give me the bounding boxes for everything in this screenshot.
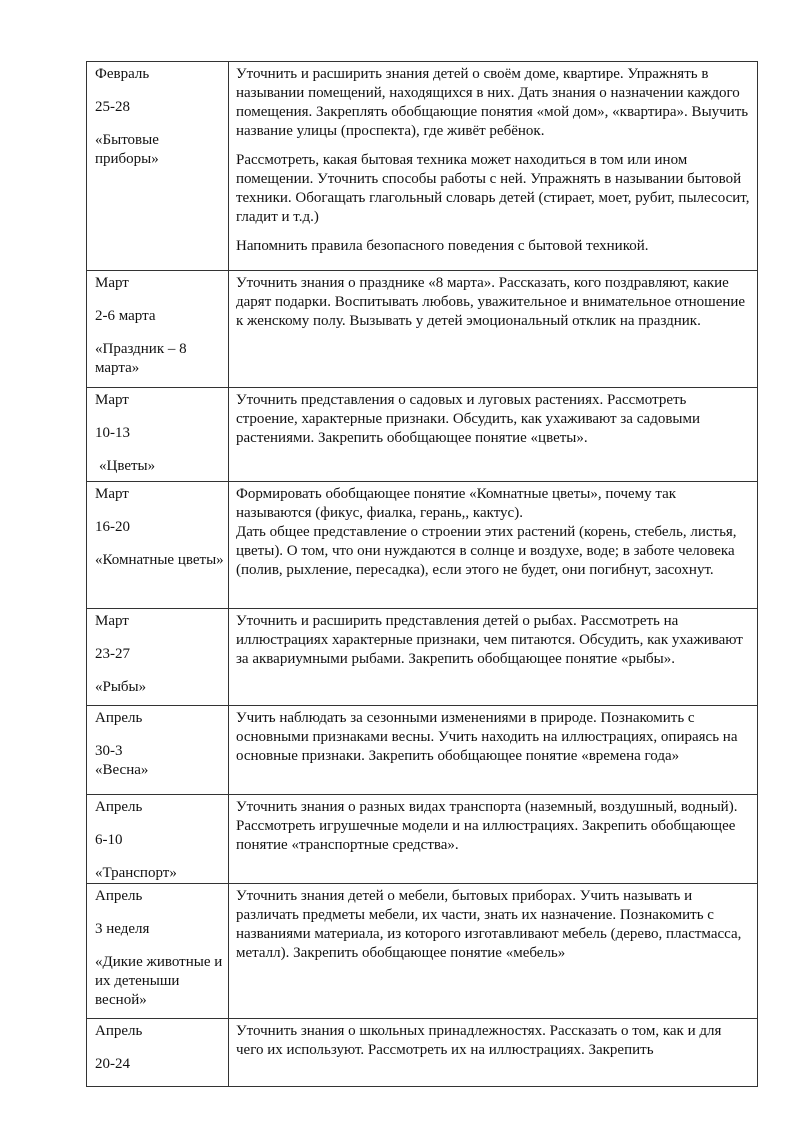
dates-label: 6-10 [95,832,123,848]
table-row [87,388,758,482]
period-cell [87,795,229,884]
table-row [87,271,758,388]
goal-paragraph: Уточнить знания о школьных принадлежностях. Рассказать о том, как и для чего их используют. Рассмотреть их на иллюстрациях. Закрепить [236,1023,722,1058]
month-label: Апрель [95,710,143,726]
month-label: Март [95,275,129,291]
goal-paragraph: Уточнить знания о празднике «8 марта». Рассказать, кого поздравляют, какие дарят подарки. Воспитывать любовь, уважительное и внимательное отношение к женскому полу. Вызывать у детей эмоциональный отклик на праздник. [236,275,746,329]
goals-cell [229,62,758,271]
table-row [87,609,758,706]
month-label: Февраль [95,66,150,82]
goals-cell [229,271,758,388]
goals-cell [229,1019,758,1087]
goal-paragraph: Учить наблюдать за сезонными изменениями в природе. Познакомить с основными признаками весны. Учить находить на иллюстрациях, опираясь на основные признаки. Закрепить обобщающее понятие «времена года» [236,710,738,764]
period-cell [87,388,229,482]
dates-label: 16-20 [95,519,130,535]
period-cell [87,271,229,388]
dates-label: 25-28 [95,99,130,115]
goals-cell [229,706,758,795]
dates-label: 20-24 [95,1056,130,1072]
period-cell [87,609,229,706]
goal-paragraph: Дать общее представление о строении этих растений (корень, стебель, листья, цветы). О том, что они нуждаются в солнце и воздухе, воде; в заботе человека (полив, рыхление, пересадка), если этого не будет, они погибнут, засохнут. [236,524,737,578]
month-label: Апрель [95,799,143,815]
goal-paragraph: Уточнить представления о садовых и луговых растениях. Рассмотреть строение, характерные признаки. Обсудить, как ухаживают за садовыми растениями. Закрепить обобщающее понятие «цветы». [236,392,701,446]
topic-label: «Весна» [95,762,149,778]
topic-label: «Бытовые приборы» [95,132,159,167]
goal-paragraph: Формировать обобщающее понятие «Комнатные цветы», почему так называются (фикус, фиалка, герань,, кактус). [236,486,677,521]
month-label: Март [95,613,129,629]
goals-cell [229,795,758,884]
month-label: Апрель [95,1023,143,1039]
table-row [87,706,758,795]
dates-label: 10-13 [95,425,130,441]
goal-paragraph: Напомнить правила безопасного поведения с бытовой техникой. [236,238,649,254]
period-cell [87,482,229,609]
dates-label: 30-3 [95,743,123,759]
table-row [87,884,758,1019]
goal-paragraph: Уточнить знания детей о мебели, бытовых приборах. Учить называть и различать предметы мебели, их части, знать их назначение. Познакомить с названиями материала, из которого изготавливают мебель (дерево, пластмасса, металл). Закрепить обобщающее понятие «мебель» [236,888,742,961]
month-label: Апрель [95,888,143,904]
goals-cell [229,884,758,1019]
plan-table [86,61,758,1087]
goal-paragraph: Рассмотреть, какая бытовая техника может находиться в том или ином помещении. Уточнить способы работы с ней. Упражнять в назывании бытовой техники. Обогащать глагольный словарь детей (стирает, моет, рубит, пылесосит, гладит и т.д.) [236,152,750,225]
period-cell [87,1019,229,1087]
period-cell [87,706,229,795]
goals-cell [229,388,758,482]
goals-cell [229,482,758,609]
topic-label: «Праздник – 8 марта» [95,341,187,376]
topic-label: «Цветы» [99,458,156,474]
table-row [87,62,758,271]
period-cell [87,884,229,1019]
table-row [87,482,758,609]
topic-label: «Дикие животные и их детеныши весной» [95,954,223,1008]
table-row [87,795,758,884]
dates-label: 23-27 [95,646,130,662]
dates-label: 3 неделя [95,921,150,937]
topic-label: «Рыбы» [95,679,147,695]
goal-paragraph: Уточнить и расширить знания детей о своём доме, квартире. Упражнять в назывании помещений, находящихся в них. Дать знания о назначении каждого помещения. Закреплять обобщающие понятия «мой дом», «квартира». Выучить название улицы (проспекта), где живёт ребёнок. [236,66,749,139]
topic-label: «Транспорт» [95,865,177,881]
goal-paragraph: Уточнить знания о разных видах транспорта (наземный, воздушный, водный). Рассмотреть игрушечные модели и на иллюстрациях. Закрепить обобщающее понятие «транспортные средства». [236,799,738,853]
dates-label: 2-6 марта [95,308,156,324]
topic-label: «Комнатные цветы» [95,552,224,568]
month-label: Март [95,392,129,408]
period-cell [87,62,229,271]
table-row [87,1019,758,1087]
month-label: Март [95,486,129,502]
goal-paragraph: Уточнить и расширить представления детей о рыбах. Рассмотреть на иллюстрациях характерные признаки, чем питаются. Обсудить, как ухаживают за аквариумными рыбами. Закрепить обобщающее понятие «рыбы». [236,613,743,667]
goals-cell [229,609,758,706]
